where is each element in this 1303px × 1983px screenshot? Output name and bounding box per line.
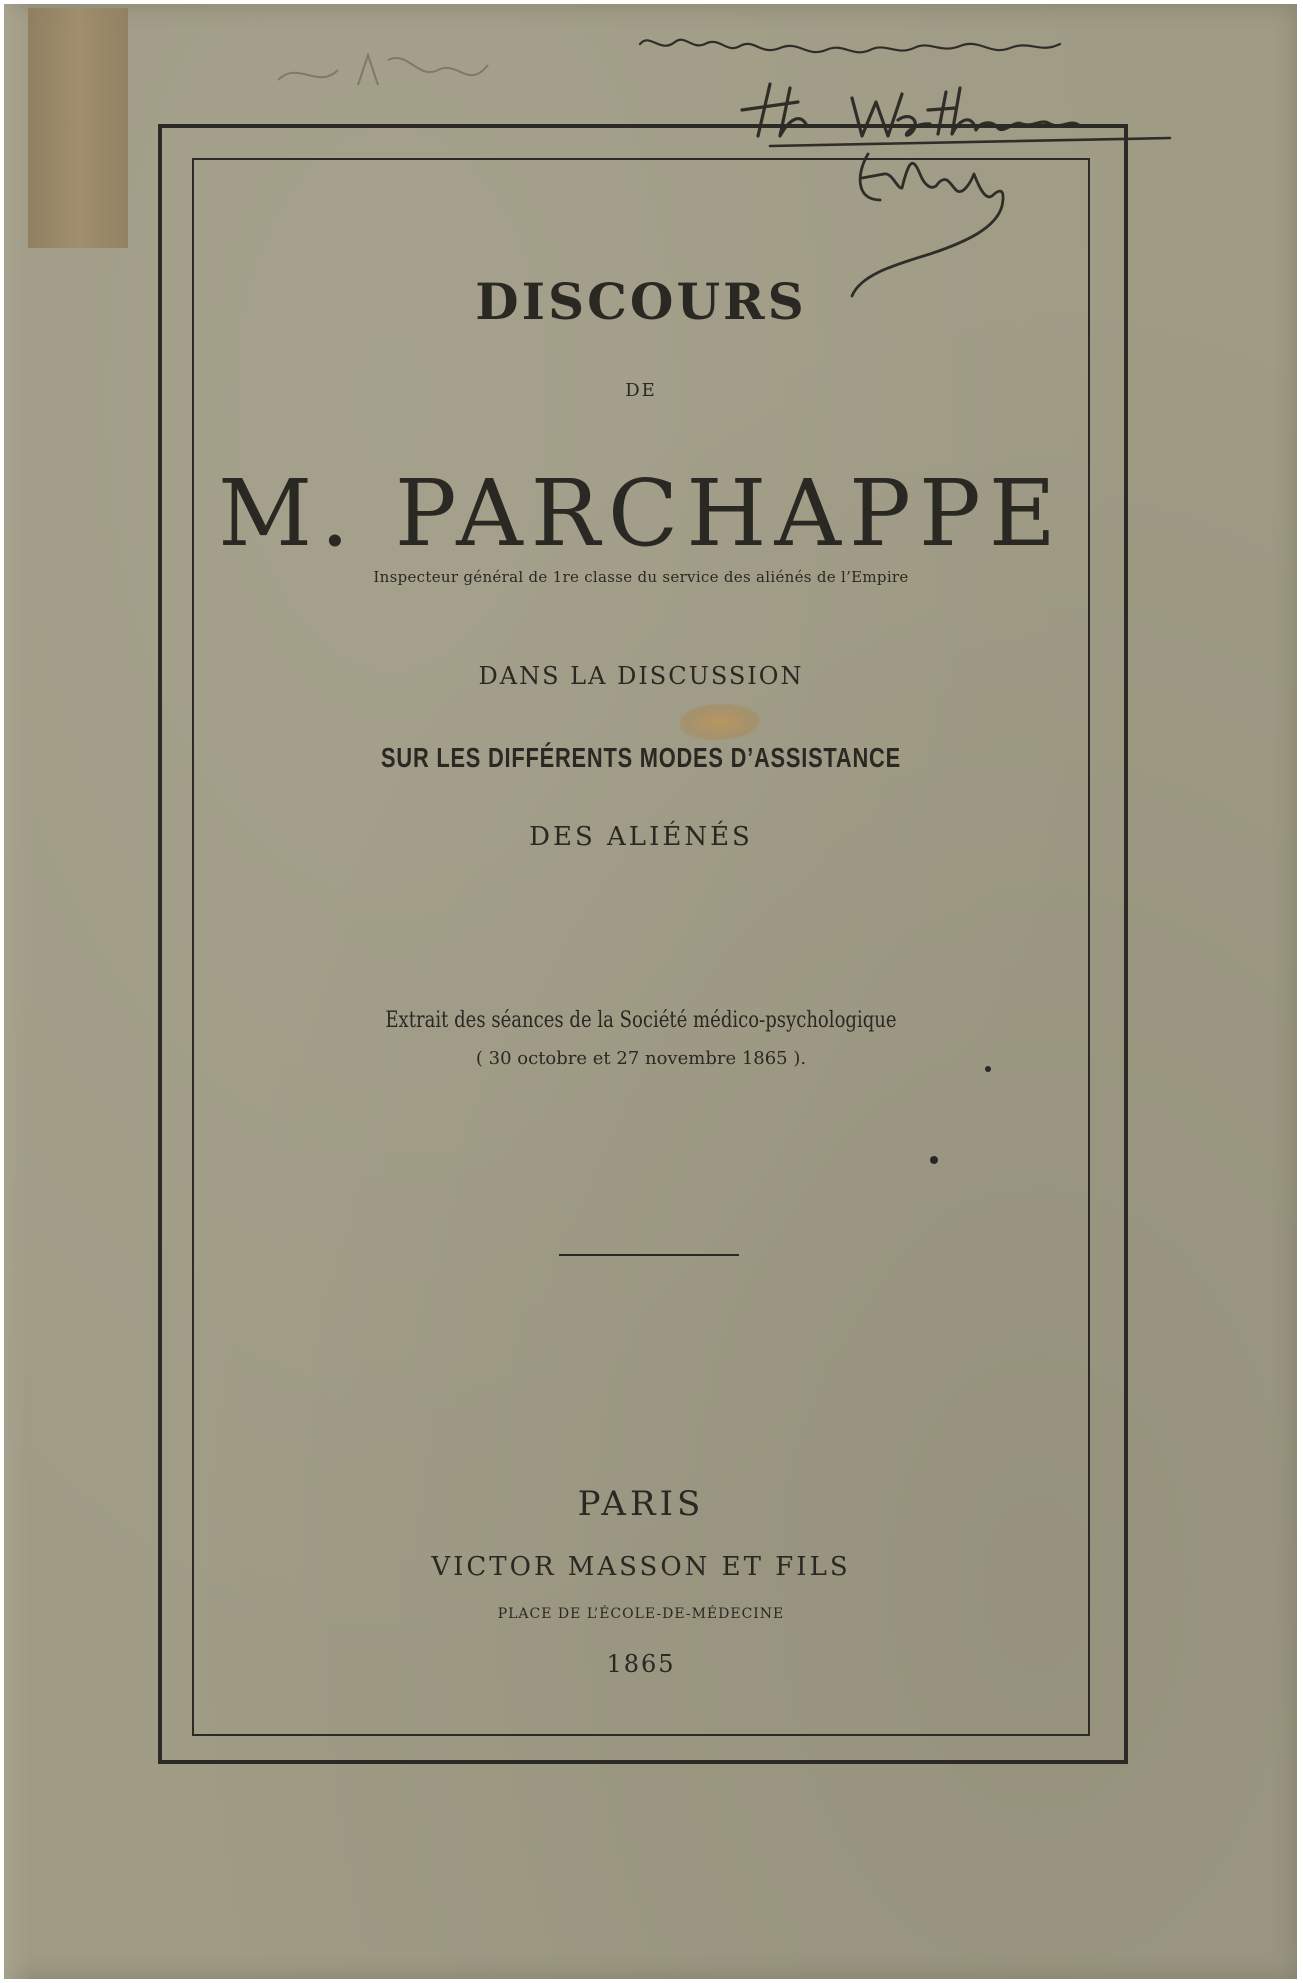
author-title: Inspecteur général de 1re classe du service des aliénés de l’Empire xyxy=(373,568,909,586)
extract-dates: ( 30 octobre et 27 novembre 1865 ). xyxy=(475,1048,807,1069)
main-title: DISCOURS xyxy=(475,272,807,331)
publication-year: 1865 xyxy=(606,1650,676,1678)
publication-city: PARIS xyxy=(577,1484,705,1524)
extract-source: Extrait des séances de la Société médico-psychologique xyxy=(385,1008,897,1033)
context-line-3: DES ALIÉNÉS xyxy=(529,822,753,852)
preposition: DE xyxy=(625,380,657,401)
context-line-2: SUR LES DIFFÉRENTS MODES D’ASSISTANCE xyxy=(381,742,901,773)
publisher-name: VICTOR MASSON ET FILS xyxy=(431,1552,851,1582)
pencil-mark xyxy=(268,40,518,110)
cover-edge-wear xyxy=(4,4,32,1979)
publisher-address: PLACE DE L’ÉCOLE-DE-MÉDECINE xyxy=(497,1606,785,1622)
spine-tape xyxy=(28,8,128,248)
context-line-1: DANS LA DISCUSSION xyxy=(478,662,804,690)
author-name: M. PARCHAPPE xyxy=(218,460,1064,567)
divider-rule xyxy=(559,1254,739,1256)
title-page-content xyxy=(192,158,1090,1736)
